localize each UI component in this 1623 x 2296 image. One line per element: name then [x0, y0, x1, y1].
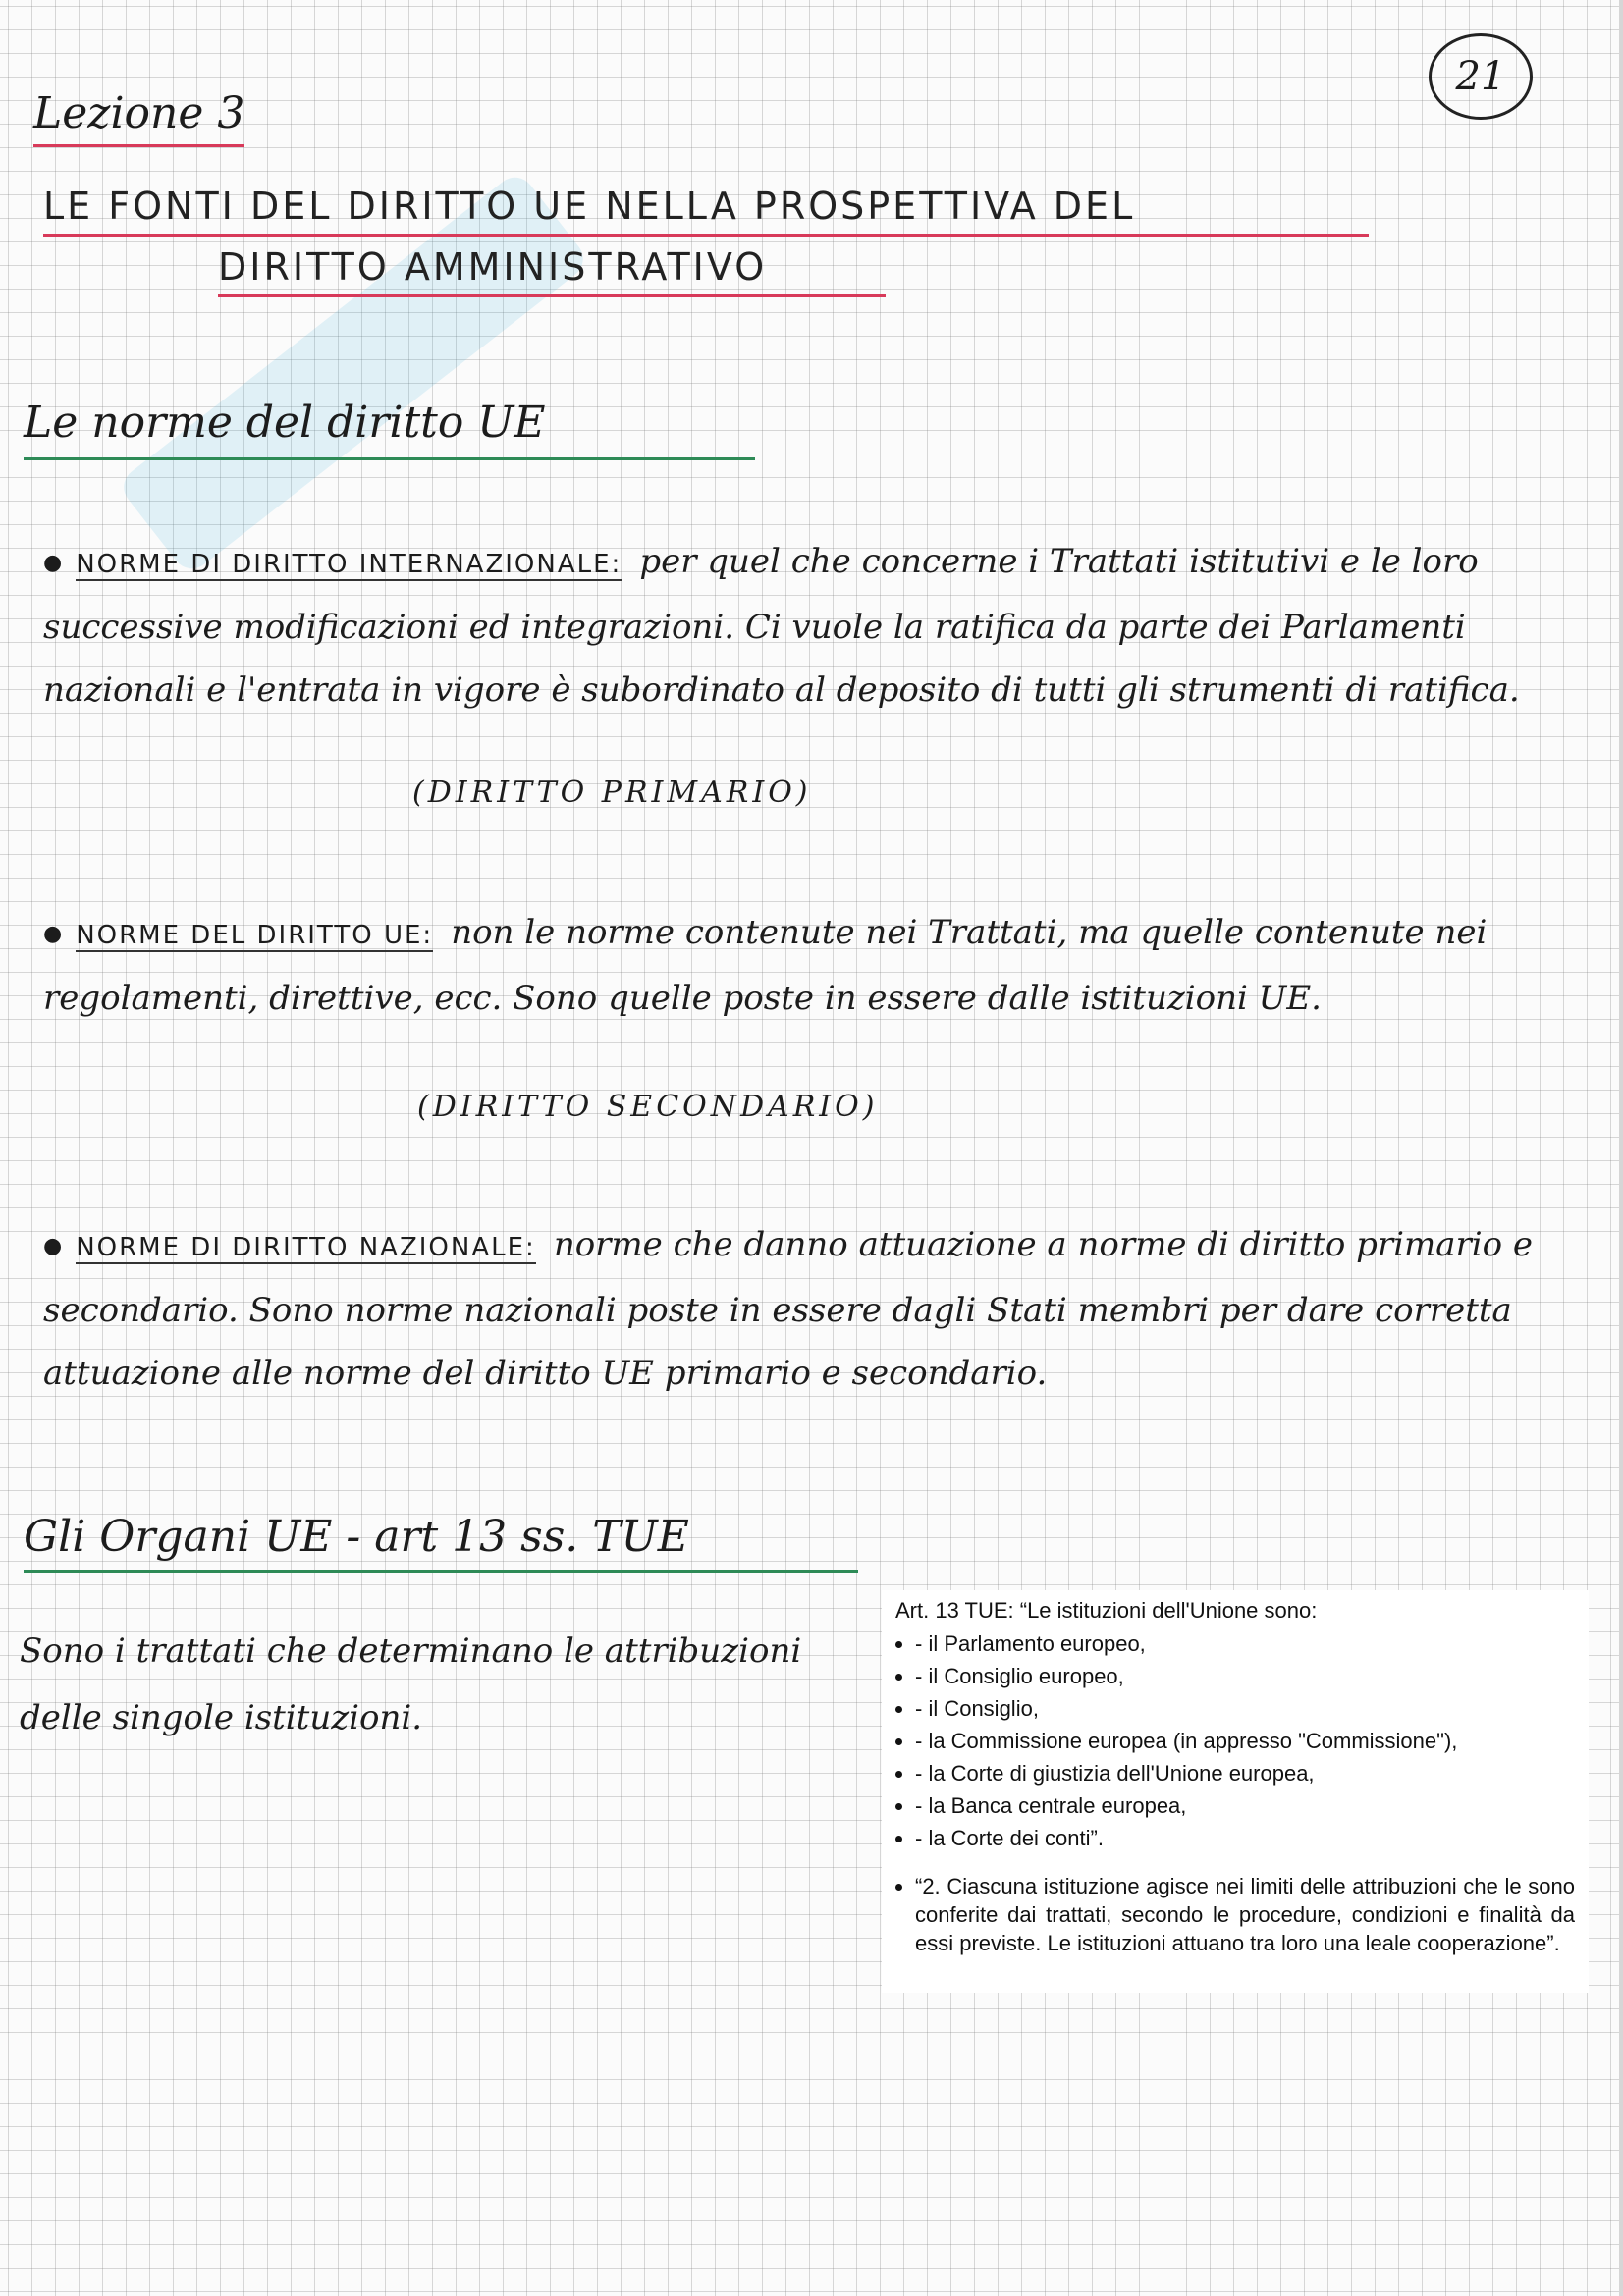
quote-paragraph: • “2. Ciascuna istituzione agisce nei limiti delle attribuzioni che le sono conferite dai trattati, secondo le procedure, condizioni e finalità da essi previste. Le istituzioni attuano tra loro una leale cooperazione”. — [915, 1872, 1575, 1957]
note-label: NORME DEL DIRITTO UE: — [76, 921, 434, 950]
list-item: • - la Corte dei conti”. — [915, 1822, 1575, 1854]
list-item: • - la Corte di giustizia dell'Unione europea, — [915, 1757, 1575, 1789]
page-edge — [1619, 0, 1623, 2296]
section-heading-norme: Le norme del diritto UE — [24, 398, 755, 460]
quote-paragraph-list — [895, 1872, 1575, 1957]
list-item: • - la Commissione europea (in appresso "Commissione"), — [915, 1725, 1575, 1757]
note-item-diritto-ue — [43, 901, 1575, 1030]
note-text: per quel che concerne i Trattati istitutivi e le loro successive modificazioni ed integrazioni. Ci vuole la ratifica da parte dei Parlamenti nazionali e l'entrata in vigore è subordinato al deposito di tutti gli strumenti di ratifica. — [43, 542, 1520, 710]
quote-title: Art. 13 TUE: “Le istituzioni dell'Unione sono: — [895, 1598, 1318, 1623]
bullet-icon: ● — [43, 551, 63, 575]
main-title-line-2: DIRITTO AMMINISTRATIVO — [218, 245, 886, 297]
list-item: • - il Parlamento europeo, — [915, 1628, 1575, 1660]
lesson-title: Lezione 3 — [33, 88, 244, 147]
bullet-icon: ● — [43, 922, 63, 946]
section-heading-organi: Gli Organi UE - art 13 ss. TUE — [24, 1512, 858, 1573]
article-13-quote-box — [882, 1590, 1589, 1993]
list-item: • - il Consiglio europeo, — [915, 1660, 1575, 1692]
list-item: • - la Banca centrale europea, — [915, 1789, 1575, 1822]
note-text: norme che danno attuazione a norme di diritto primario e secondario. Sono norme nazionali poste in essere dagli Stati membri per dare corretta attuazione alle norme del diritto UE primario e secondario. — [43, 1225, 1534, 1393]
note-label: NORME DI DIRITTO INTERNAZIONALE: — [76, 550, 622, 579]
note-diritto-primario: (DIRITTO PRIMARIO) — [412, 775, 812, 810]
note-item-diritto-internazionale — [43, 530, 1575, 721]
note-diritto-secondario: (DIRITTO SECONDARIO) — [417, 1090, 879, 1124]
main-title-line-1: LE FONTI DEL DIRITTO UE NELLA PROSPETTIVA DEL — [43, 185, 1369, 237]
bullet-icon: ● — [43, 1234, 63, 1258]
note-label: NORME DI DIRITTO NAZIONALE: — [76, 1233, 536, 1262]
section-organi-text: Sono i trattati che determinano le attribuzioni delle singole istituzioni. — [20, 1631, 802, 1737]
page-number: 21 — [1429, 33, 1533, 120]
institutions-list — [895, 1628, 1575, 1854]
list-item: • - il Consiglio, — [915, 1692, 1575, 1725]
note-text: non le norme contenute nei Trattati, ma quelle contenute nei regolamenti, direttive, ecc. Sono quelle poste in essere dalle istituzioni UE. — [43, 913, 1488, 1018]
note-item-diritto-nazionale — [43, 1213, 1575, 1405]
